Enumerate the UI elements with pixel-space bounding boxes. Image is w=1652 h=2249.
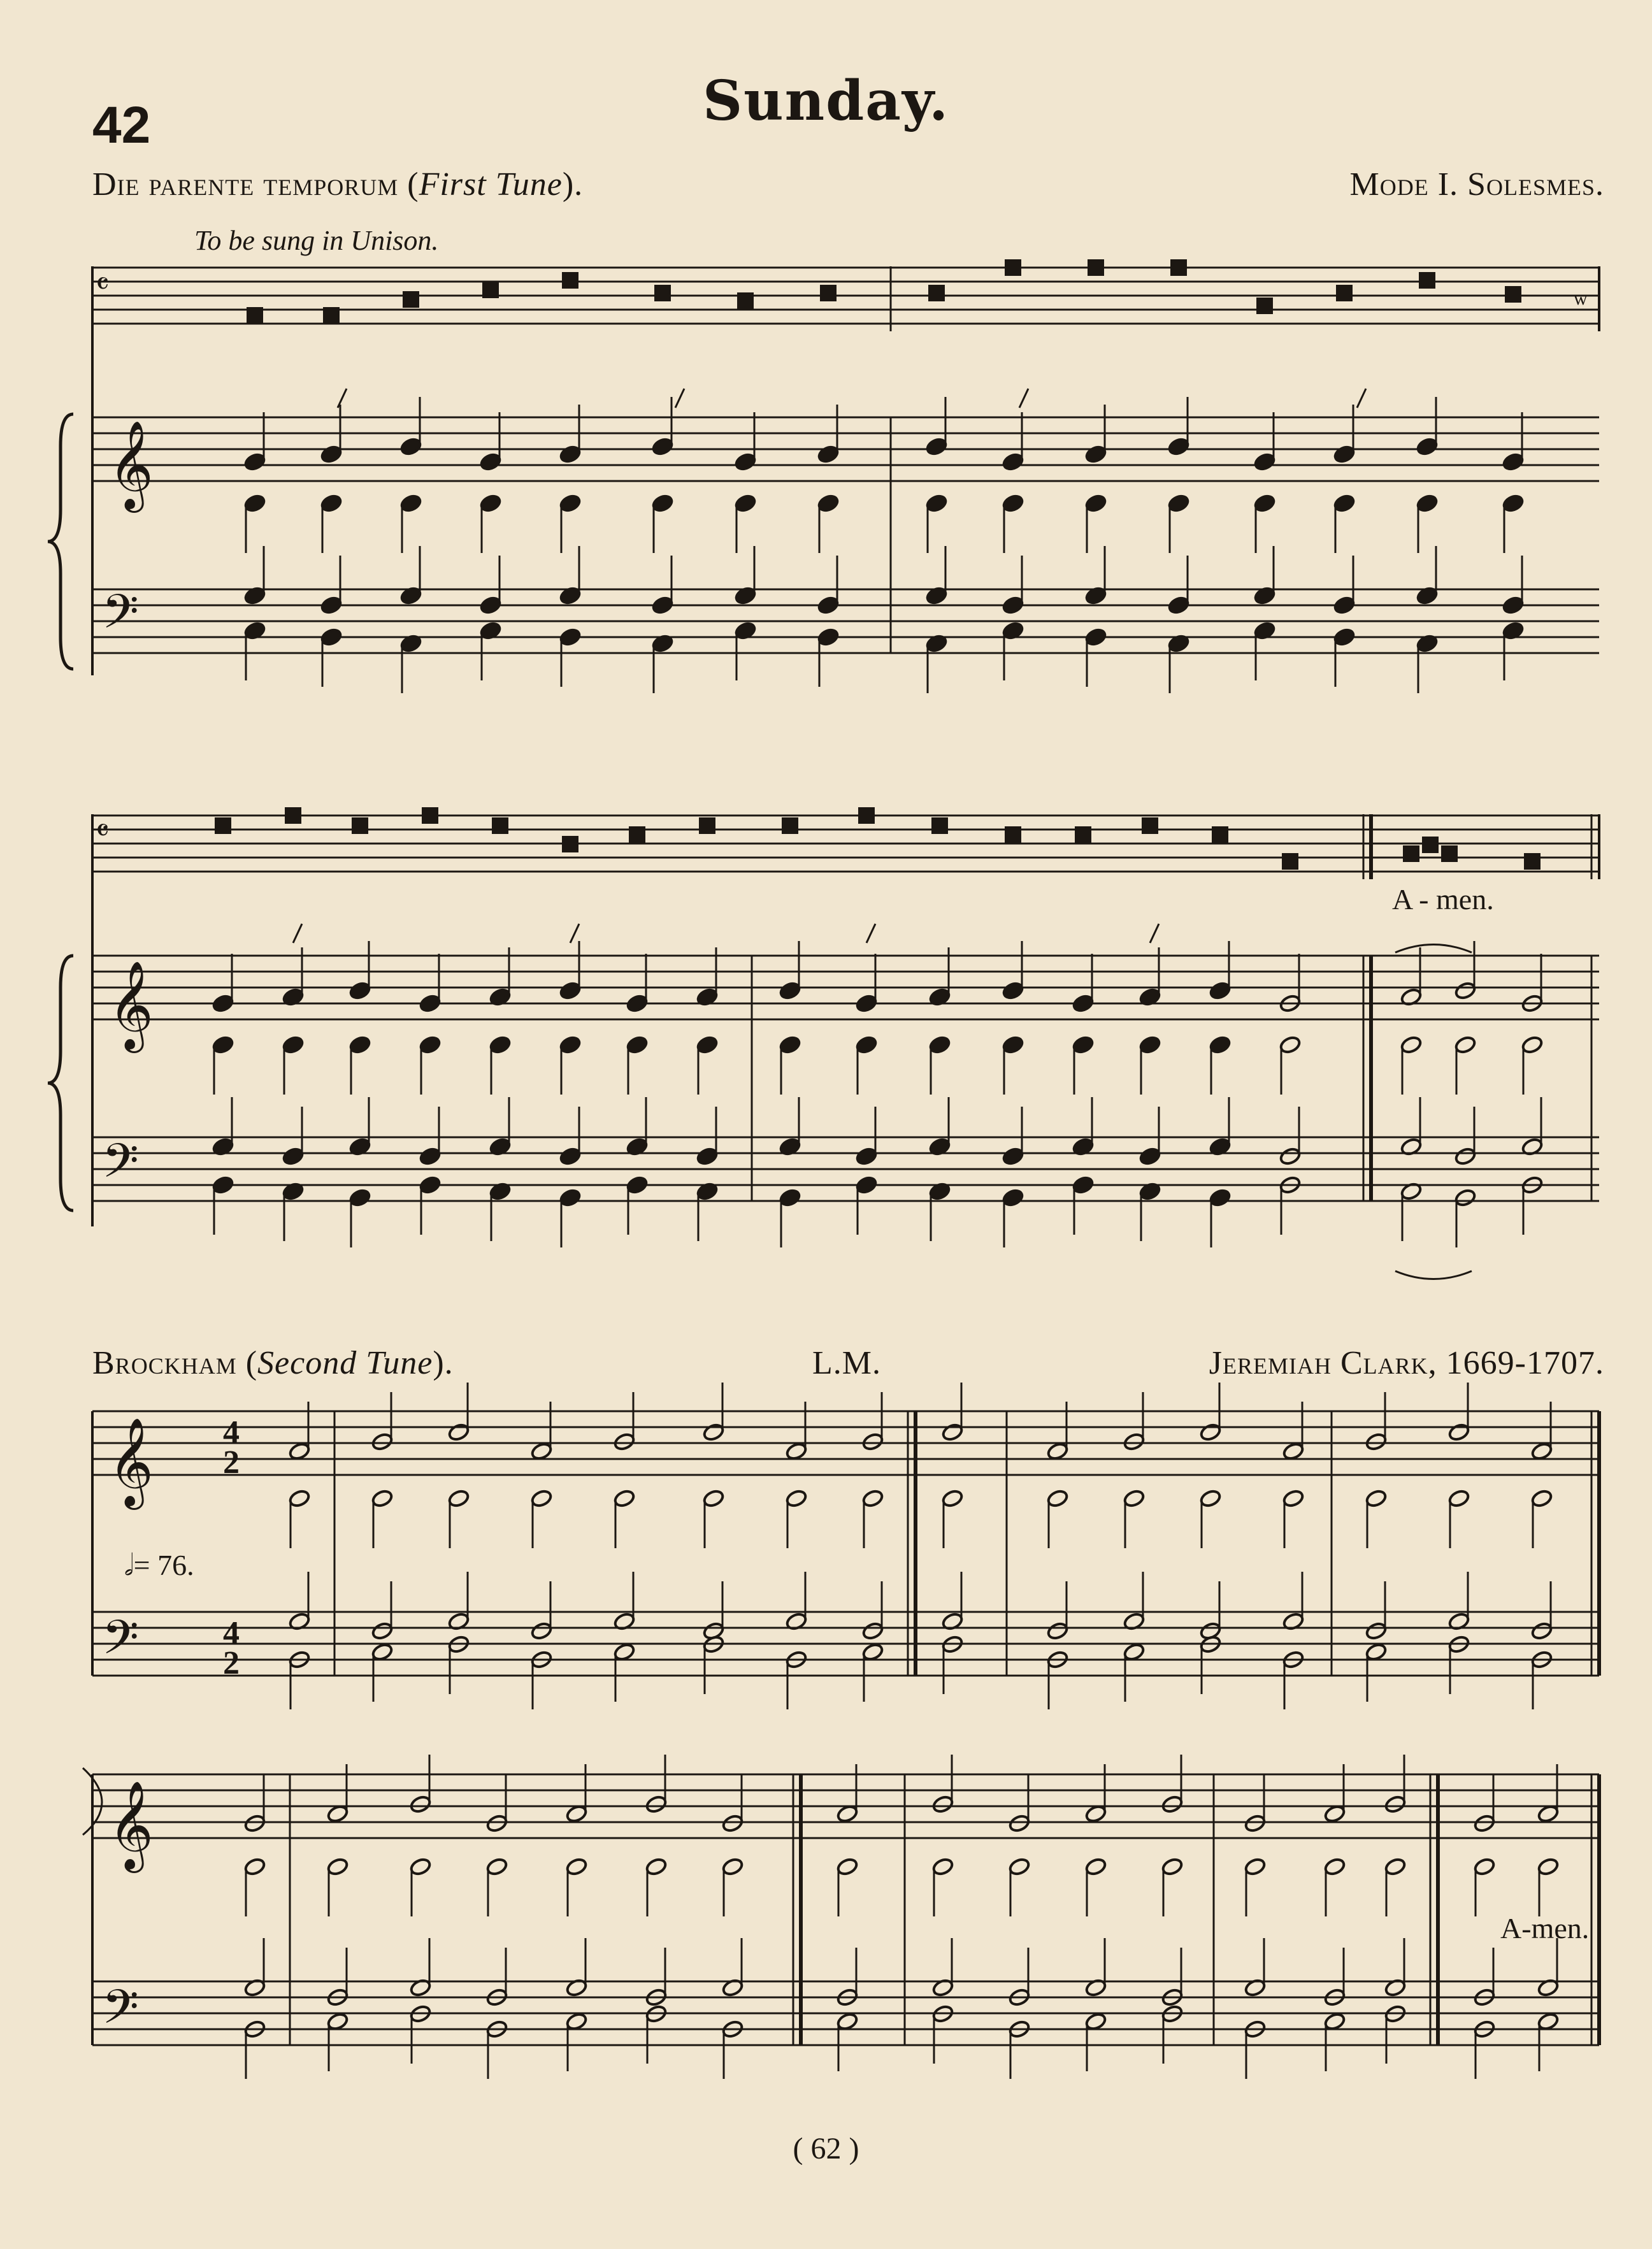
chant-note (1419, 272, 1435, 289)
chant-note (1422, 837, 1439, 853)
tune2-heading: Brockham (Second Tune). (92, 1345, 454, 1381)
accent-mark (1357, 389, 1366, 408)
note-head (1199, 1423, 1222, 1442)
note-head (855, 1147, 878, 1167)
note-head (419, 1147, 442, 1167)
note-head (1138, 1147, 1161, 1167)
note-head (1502, 596, 1525, 615)
note-head (1473, 1814, 1496, 1834)
note-head (1530, 1489, 1553, 1509)
bleed-mark: w (1574, 288, 1588, 309)
chant-note (1005, 259, 1021, 276)
chant-note (654, 285, 671, 301)
chant-note (323, 307, 340, 324)
clef-glyph: 𝄢 (102, 584, 139, 651)
tune1-mode: Mode I. (1349, 166, 1459, 203)
note-head (702, 1489, 725, 1509)
note-head (1537, 1857, 1560, 1877)
note-head (1138, 1035, 1161, 1055)
running-title: Sunday. (702, 69, 950, 133)
chant-note (1088, 259, 1104, 276)
page-footer: ( 62 ) (793, 2132, 859, 2166)
note-head (836, 1857, 859, 1877)
note-head (861, 1432, 884, 1452)
note-head (1454, 1147, 1477, 1167)
note-head (243, 494, 266, 514)
chant-note (562, 272, 578, 289)
chant-note (1142, 817, 1158, 834)
note-head (485, 1857, 508, 1877)
clef-glyph: 𝄞 (108, 1418, 154, 1506)
note-head (489, 1035, 512, 1055)
clef-glyph: 𝄞 (108, 961, 154, 1049)
note-head (1002, 981, 1024, 1001)
note-head (645, 1857, 668, 1877)
note-head (1454, 981, 1477, 1001)
note-head (626, 1035, 649, 1055)
note-head (371, 1432, 394, 1452)
note-head (928, 1035, 951, 1055)
note-head (559, 1035, 582, 1055)
note-head (1365, 1489, 1388, 1509)
page-number: 42 (92, 96, 151, 154)
note-head (779, 981, 801, 1001)
note-head (1333, 494, 1356, 514)
tempo-value: = 76. (133, 1549, 194, 1581)
note-head (559, 628, 582, 647)
note-head (785, 1489, 808, 1509)
chant-note (215, 817, 231, 834)
chant-note (820, 285, 837, 301)
clef-glyph: 𝄴 (96, 813, 110, 849)
chant-note (1441, 845, 1458, 862)
note-head (1008, 1857, 1031, 1877)
note-head (1279, 1147, 1302, 1167)
note-head (530, 1489, 553, 1509)
note-head (530, 1621, 553, 1641)
note-head (348, 1035, 371, 1055)
note-head (855, 1175, 878, 1195)
note-head (817, 628, 840, 647)
chant-note (403, 291, 419, 308)
note-head (409, 1857, 432, 1877)
note-head (1253, 494, 1276, 514)
note-head (1384, 1857, 1407, 1877)
chant-note (782, 817, 798, 834)
tune1-qualifier: First Tune (419, 166, 563, 203)
note-head (320, 596, 343, 615)
note-head (651, 494, 674, 514)
note-head (1209, 1188, 1232, 1208)
note-head (1002, 1035, 1024, 1055)
note-head (721, 1814, 744, 1834)
note-head (1161, 1795, 1184, 1814)
note-head (1416, 494, 1439, 514)
note-head (925, 494, 948, 514)
note-head (1167, 596, 1190, 615)
note-head (447, 1423, 470, 1442)
clef-glyph: 𝄢 (102, 1133, 139, 1200)
chant-note (1075, 826, 1091, 843)
note-head (779, 1035, 801, 1055)
note-head (1167, 494, 1190, 514)
chant-note (562, 836, 578, 852)
tune1-name: Die parente temporum (92, 166, 399, 203)
note-head (371, 1621, 394, 1641)
note-head (734, 452, 757, 472)
note-head (855, 994, 878, 1014)
note-head (559, 1188, 582, 1208)
chant-note (629, 826, 645, 843)
note-head (1084, 1857, 1107, 1877)
note-head (855, 1035, 878, 1055)
note-head (399, 437, 422, 457)
note-head (1002, 1147, 1024, 1167)
note-head (626, 1175, 649, 1195)
note-head (399, 494, 422, 514)
tune1-amen: A - men. (1392, 883, 1494, 916)
note-head (1002, 1188, 1024, 1208)
note-head (1084, 445, 1107, 464)
chant-note (285, 807, 301, 824)
accent-mark (338, 389, 347, 408)
note-head (613, 1489, 636, 1509)
tie (1395, 945, 1472, 953)
note-head (320, 445, 343, 464)
chant-note (1403, 845, 1419, 862)
note-head (861, 1621, 884, 1641)
chant-note (1170, 259, 1187, 276)
note-head (419, 994, 442, 1014)
note-head (1072, 1035, 1095, 1055)
tune1-heading: Die parente temporum (First Tune). (92, 166, 584, 203)
time-sig: 4 (223, 1414, 240, 1451)
clef-glyph: 𝄢 (102, 1610, 139, 1677)
time-sig: 2 (223, 1444, 240, 1481)
note-head (613, 1432, 636, 1452)
brace (48, 956, 73, 1211)
note-head (1244, 1857, 1267, 1877)
note-head (651, 437, 674, 457)
note-head (1333, 445, 1356, 464)
note-head (565, 1857, 588, 1877)
clef-glyph: 𝄴 (96, 266, 110, 302)
note-head (1416, 437, 1439, 457)
note-head (326, 1857, 349, 1877)
note-head (479, 494, 502, 514)
note-head (1209, 1035, 1232, 1055)
note-head (371, 1489, 394, 1509)
note-head (1447, 1423, 1470, 1442)
chant-note (1212, 826, 1228, 843)
chant-note (1256, 298, 1273, 314)
note-head (559, 981, 582, 1001)
chant-note (482, 282, 499, 298)
chant-note (1336, 285, 1353, 301)
note-head (1473, 1857, 1496, 1877)
clef-glyph: 𝄞 (108, 1781, 154, 1869)
note-head (1323, 1857, 1346, 1877)
tune2-amen: A-men. (1500, 1912, 1590, 1944)
note-head (651, 596, 674, 615)
note-head (559, 445, 582, 464)
note-head (1333, 596, 1356, 615)
note-head (1502, 494, 1525, 514)
note-head (409, 1795, 432, 1814)
note-head (941, 1489, 964, 1509)
note-head (320, 628, 343, 647)
note-head (479, 452, 502, 472)
note-head (1161, 1857, 1184, 1877)
note-head (243, 452, 266, 472)
note-head (1002, 494, 1024, 514)
note-head (1199, 1489, 1222, 1509)
tune1-source: Solesmes. (1467, 166, 1604, 203)
time-sig: 4 (223, 1615, 240, 1651)
note-head (243, 1814, 266, 1834)
chant-note (699, 817, 715, 834)
chant-note (1282, 853, 1298, 870)
note-head (1244, 1814, 1267, 1834)
note-head (559, 494, 582, 514)
time-sig: 2 (223, 1645, 240, 1681)
note-head (1123, 1489, 1146, 1509)
note-head (1333, 628, 1356, 647)
accent-mark (866, 924, 875, 943)
note-head (1365, 1621, 1388, 1641)
chant-note (247, 307, 263, 324)
note-head (282, 1035, 305, 1055)
note-head (1072, 994, 1095, 1014)
note-head (696, 1035, 719, 1055)
tie (1395, 1271, 1472, 1279)
note-head (1008, 1814, 1031, 1834)
tune2-composer: Jeremiah Clark, 1669-1707. (1209, 1345, 1604, 1381)
note-head (1123, 1432, 1146, 1452)
note-head (1447, 1489, 1470, 1509)
accent-mark (570, 924, 579, 943)
chant-note (352, 817, 368, 834)
note-head (1530, 1621, 1553, 1641)
note-head (282, 1147, 305, 1167)
note-head (734, 494, 757, 514)
note-head (1002, 452, 1024, 472)
note-head (419, 1175, 442, 1195)
note-head (1084, 628, 1107, 647)
tune2-meter: L.M. (812, 1345, 881, 1381)
note-head (1502, 452, 1525, 472)
note-head (779, 1188, 801, 1208)
note-head (212, 1175, 234, 1195)
note-head (479, 596, 502, 615)
note-head (817, 596, 840, 615)
accent-mark (1019, 389, 1028, 408)
note-head (1365, 1432, 1388, 1452)
chant-note (737, 292, 754, 309)
note-head (1046, 1621, 1069, 1641)
note-head (1384, 1795, 1407, 1814)
accent-mark (293, 924, 302, 943)
note-head (320, 494, 343, 514)
accent-mark (1150, 924, 1159, 943)
note-head (925, 437, 948, 457)
note-head (861, 1489, 884, 1509)
note-head (288, 1489, 311, 1509)
note-head (1282, 1489, 1305, 1509)
note-head (1072, 1175, 1095, 1195)
brace (48, 414, 73, 669)
note-head (1167, 437, 1190, 457)
note-head (447, 1489, 470, 1509)
note-head (559, 1147, 582, 1167)
chant-note (492, 817, 508, 834)
note-head (817, 494, 840, 514)
note-head (941, 1423, 964, 1442)
chant-note (1005, 826, 1021, 843)
half-note-icon: 𝅗𝅥 (124, 1549, 134, 1581)
note-head (1521, 1035, 1544, 1055)
note-head (1002, 596, 1024, 615)
tune1-instruction: To be sung in Unison. (194, 225, 439, 256)
note-head (1279, 1035, 1302, 1055)
note-head (1253, 452, 1276, 472)
note-head (626, 994, 649, 1014)
note-head (212, 1035, 234, 1055)
note-head (1454, 1035, 1477, 1055)
chant-note (858, 807, 875, 824)
note-head (1084, 494, 1107, 514)
clef-glyph: 𝄢 (102, 1980, 139, 2046)
note-head (931, 1795, 954, 1814)
note-head (1400, 1035, 1423, 1055)
note-head (702, 1423, 725, 1442)
note-head (817, 445, 840, 464)
note-head (696, 1147, 719, 1167)
tune2-name: Brockham (92, 1345, 237, 1381)
note-head (1454, 1188, 1477, 1208)
note-head (1209, 981, 1232, 1001)
clef-glyph: 𝄞 (108, 420, 154, 509)
note-head (1046, 1489, 1069, 1509)
chant-note (928, 285, 945, 301)
chant-note (1524, 853, 1541, 870)
chant-note (931, 817, 948, 834)
note-head (243, 1857, 266, 1877)
note-head (721, 1857, 744, 1877)
note-head (485, 1814, 508, 1834)
tune2-qualifier: Second Tune (257, 1345, 433, 1381)
chant-note (422, 807, 438, 824)
note-head (645, 1795, 668, 1814)
note-head (931, 1857, 954, 1877)
note-head (348, 981, 371, 1001)
accent-mark (675, 389, 684, 408)
note-head (348, 1188, 371, 1208)
note-head (419, 1035, 442, 1055)
note-head (212, 994, 234, 1014)
chant-note (1505, 286, 1521, 303)
